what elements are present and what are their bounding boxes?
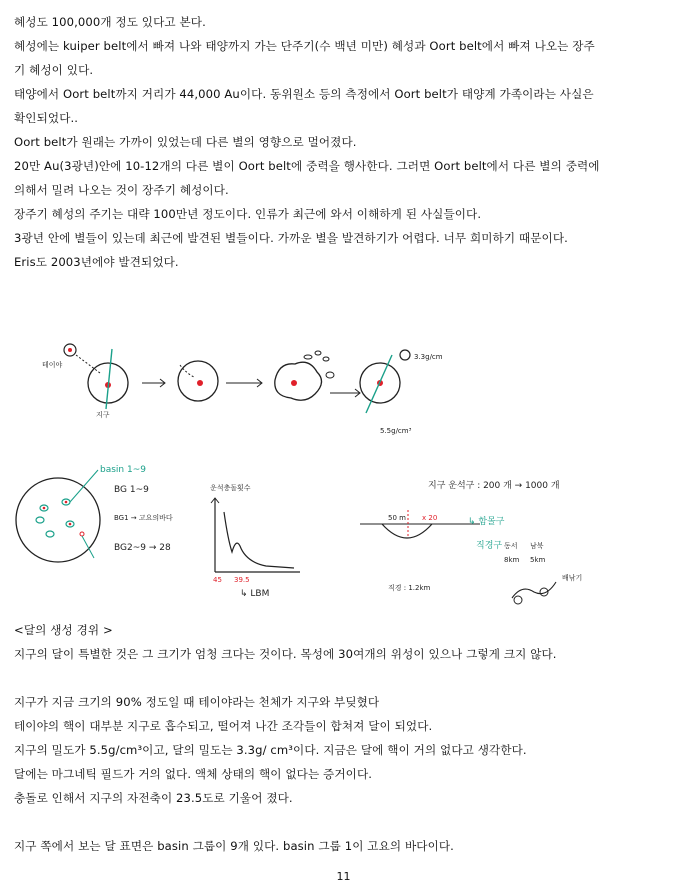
basin-label: basin 1~9: [100, 465, 146, 475]
collision-core: [197, 380, 203, 386]
theia-impact-sketch: [30, 335, 450, 440]
paragraph-line: 혜성에는 kuiper belt에서 빠져 나와 태양까지 가는 단주기(수 백년 미만) 혜성과 Oort belt에서 빠져 나오는 장주: [14, 39, 595, 53]
graph-x-mark-1: 45: [213, 576, 222, 584]
side-label-2: 동서: [504, 542, 518, 550]
paragraph-line: 지구 쪽에서 보는 달 표면은 basin 그룹이 9개 있다. basin 그룹 1이 고요의 바다이다.: [14, 839, 454, 853]
paragraph-line: 달에는 마그네틱 필드가 거의 없다. 액체 상태의 핵이 없다는 증거이다.: [14, 767, 373, 781]
paragraph-line: 태양에서 Oort belt까지 거리가 44,000 Au이다. 동위원소 등의 측정에서 Oort belt가 태양계 가족이라는 사실은: [14, 87, 594, 101]
paragraph-line: [14, 810, 674, 834]
debris-core: [291, 380, 297, 386]
paragraph-line: 확인되었다..: [14, 111, 79, 125]
diameter-label: 직경 : 1.2km: [388, 584, 431, 592]
debris-blob: [275, 362, 322, 400]
bg1-desc-label: BG1 → 고요의바다: [114, 514, 173, 522]
bg-range-label: BG 1~9: [114, 485, 149, 495]
paragraph-line: 지구의 밀도가 5.5g/cm³이고, 달의 밀도는 3.3g/ cm³이다. 지금은 달에 핵이 거의 없다고 생각한다.: [14, 743, 527, 757]
paragraph-line: 기 혜성이 있다.: [14, 63, 94, 77]
bg-pointer: [82, 536, 94, 558]
theia-core: [68, 348, 72, 352]
bg2-label: BG2~9 → 28: [114, 543, 171, 553]
graph-xlabel: ↳ LBM: [240, 589, 270, 599]
paragraph-line: 20만 Au(3광년)안에 10-12개의 다른 별이 Oort belt에 중력을 행사한다. 그러면 Oort belt에서 다른 별의 중력에: [14, 159, 600, 173]
scale-label: x 20: [422, 514, 438, 522]
page-number: 11: [336, 870, 351, 883]
debris-fragment: [323, 357, 329, 361]
moon-disk: [16, 478, 100, 562]
debris-fragment: [326, 372, 334, 378]
bottom-text-block: [14, 618, 674, 858]
earth-density-label: 5.5g/cm³: [380, 427, 412, 435]
graph-x-mark-2: 39.5: [234, 576, 250, 584]
dimension-2: 5km: [530, 556, 546, 564]
depression-label: ↳ 함몰구: [468, 517, 505, 527]
debris-fragment: [304, 355, 312, 359]
paragraph-line: Eris도 2003년에야 발견되었다.: [14, 255, 179, 269]
paragraph-line: [14, 666, 674, 690]
moon-density-label: 3.3g/cm: [414, 353, 443, 361]
moon-basin-sketch: [10, 462, 680, 612]
basin-mark: [46, 531, 54, 537]
bike-label: 배낚기: [562, 574, 583, 582]
bike-wheel: [514, 596, 522, 604]
graph-ylabel: 운석충돌횟수: [210, 484, 251, 492]
paragraph-line: 3광년 안에 별들이 있는데 최근에 발견된 별들이다. 가까운 별을 발견하기가 어렵다. 너무 희미하기 때문이다.: [14, 231, 568, 245]
paragraph-line: 테이야의 핵이 대부분 지구로 흡수되고, 떨어져 나간 조각들이 합쳐져 달이 되었다.: [14, 719, 433, 733]
moon-circle: [400, 350, 410, 360]
impact-curve: [224, 512, 294, 568]
dimension-1: 8km: [504, 556, 520, 564]
impact-mark: [180, 365, 194, 377]
meteor-count-label: 지구 운석구 : 200 개 → 1000 개: [428, 481, 560, 491]
earth-label: 지구: [96, 411, 110, 419]
basin-dot: [69, 523, 72, 526]
paragraph-line: 혜성도 100,000개 정도 있다고 본다.: [14, 15, 206, 29]
crater-profile: [382, 524, 432, 538]
debris-fragment: [315, 351, 321, 355]
theia-label: 테이야: [42, 361, 63, 369]
basin-dot: [65, 501, 68, 504]
tilted-axis: [366, 355, 392, 413]
paragraph-line: 지구의 달이 특별한 것은 그 크기가 엄청 크다는 것이다. 목성에 30여개의 위성이 있으나 그렇게 크지 않다.: [14, 647, 557, 661]
section-title: <달의 생성 경위 >: [14, 623, 113, 637]
basin-dot: [43, 507, 46, 510]
trajectory-line: [76, 355, 100, 373]
paragraph-line: 장주기 혜성의 주기는 대략 100만년 정도이다. 인류가 최근에 와서 이해하게 된 사실들이다.: [14, 207, 482, 221]
side-label-1: 직경구: [476, 541, 503, 551]
paragraph-line: 의해서 밀려 나오는 것이 장주기 혜성이다.: [14, 183, 229, 197]
basin-mark: [36, 517, 44, 523]
depth-label: 50 m: [388, 514, 406, 522]
top-text-block: [14, 10, 674, 274]
paragraph-line: 충돌로 인해서 지구의 자전축이 23.5도로 기울어 졌다.: [14, 791, 293, 805]
side-label-3: 남북: [530, 542, 544, 550]
basin-mark: [80, 532, 84, 536]
paragraph-line: 지구가 지금 크기의 90% 정도일 때 테이야라는 천체가 지구와 부딪혔다: [14, 695, 380, 709]
earth-axis: [106, 349, 112, 409]
paragraph-line: Oort belt가 원래는 가까이 있었는데 다른 별의 영향으로 멀어졌다.: [14, 135, 357, 149]
